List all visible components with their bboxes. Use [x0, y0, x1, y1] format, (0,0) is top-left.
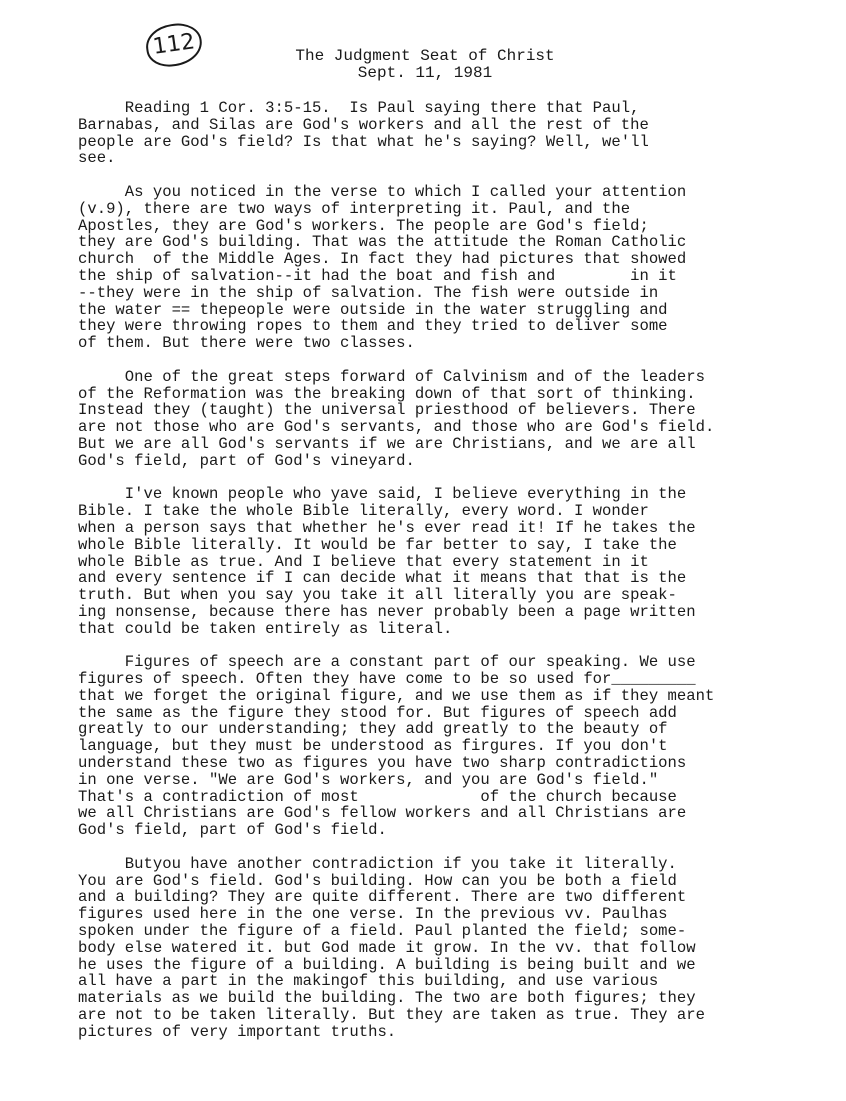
- text-line: Figures of speech are a constant part of our speaking. We use: [78, 653, 696, 672]
- text-line: of the Reformation was the breaking down of that sort of thinking.: [78, 384, 696, 403]
- text-line: (v.9), there are two ways of interpreting it. Paul, and the: [78, 199, 631, 218]
- text-line: the water == thepeople were outside in the water struggling and: [78, 300, 668, 319]
- text-line: As you noticed in the verse to which I called your attention: [78, 182, 687, 201]
- text-line: --they were in the ship of salvation. The fish were outside in: [78, 283, 659, 302]
- text-line: Apostles, they are God's workers. The people are God's field;: [78, 216, 649, 235]
- text-line: I've known people who yave said, I believe everything in the: [78, 485, 687, 504]
- handwritten-page-number: 112: [143, 20, 204, 69]
- text-line: Bible. I take the whole Bible literally, every word. I wonder: [78, 502, 649, 521]
- text-line: people are God's field? Is that what he's saying? Well, we'll: [78, 132, 649, 151]
- text-line: they are God's building. That was the attitude the Roman Catholic: [78, 233, 687, 252]
- text-line: when a person says that whether he's ever read it! If he takes the: [78, 518, 696, 537]
- text-line: and every sentence if I can decide what it means that that is the: [78, 569, 687, 588]
- text-line: he uses the figure of a building. A building is being built and we: [78, 955, 696, 974]
- text-line: body else watered it. but God made it grow. In the vv. that follow: [78, 938, 696, 957]
- text-line: and a building? They are quite different. There are two different: [78, 888, 687, 907]
- text-line: the ship of salvation--it had the boat and fish and in it: [78, 266, 677, 285]
- text-line: church of the Middle Ages. In fact they had pictures that showed: [78, 250, 687, 269]
- document-heading: [0, 48, 846, 82]
- text-line: that could be taken entirely as literal.: [78, 619, 453, 638]
- text-line: pictures of very important truths.: [78, 1022, 397, 1041]
- text-line: whole Bible as true. And I believe that every statement in it: [78, 552, 649, 571]
- document-title: The Judgment Seat of Christ: [295, 47, 555, 65]
- text-line: greatly to our understanding; they add greatly to the beauty of: [78, 720, 668, 739]
- text-line: all have a part in the makingof this building, and use various: [78, 972, 659, 991]
- text-line: Butyou have another contradiction if you take it literally.: [78, 854, 677, 873]
- text-line: Reading 1 Cor. 3:5-15. Is Paul saying there that Paul,: [78, 99, 640, 117]
- text-line: they were throwing ropes to them and they tried to deliver some: [78, 317, 668, 336]
- paragraph: [78, 654, 838, 839]
- paragraph: [78, 100, 838, 167]
- text-line: are not to be taken literally. But they are taken as true. They are: [78, 1006, 705, 1025]
- paragraph: [78, 184, 838, 352]
- text-line: understand these two as figures you have two sharp contradictions: [78, 754, 687, 773]
- document-date: Sept. 11, 1981: [357, 64, 493, 82]
- document-body: [78, 100, 838, 1057]
- text-line: Instead they (taught) the universal priesthood of believers. There: [78, 401, 696, 420]
- paragraph: [78, 486, 838, 637]
- text-line: God's field, part of God's vineyard.: [78, 451, 415, 470]
- text-line: whole Bible literally. It would be far better to say, I take the: [78, 535, 677, 554]
- text-line: ing nonsense, because there has never probably been a page written: [78, 602, 696, 621]
- text-line: That's a contradiction of most of the church because: [78, 787, 677, 806]
- paragraph: [78, 369, 838, 470]
- text-line: truth. But when you say you take it all literally you are speak-: [78, 586, 677, 605]
- text-line: the same as the figure they stood for. But figures of speech add: [78, 703, 677, 722]
- text-line: in one verse. "We are God's workers, and you are God's field.": [78, 770, 659, 789]
- paragraph: [78, 856, 838, 1041]
- text-line: You are God's field. God's building. How can you be both a field: [78, 871, 677, 890]
- text-line: Barnabas, and Silas are God's workers and all the rest of the: [78, 115, 649, 134]
- text-line: language, but they must be understood as firgures. If you don't: [78, 737, 668, 756]
- text-line: God's field, part of God's field.: [78, 821, 387, 840]
- text-line: But we are all God's servants if we are Christians, and we are all: [78, 434, 696, 453]
- text-line: spoken under the figure of a field. Paul planted the field; some-: [78, 922, 687, 941]
- text-line: figures used here in the one verse. In the previous vv. Paulhas: [78, 905, 668, 924]
- text-line: we all Christians are God's fellow workers and all Christians are: [78, 804, 687, 823]
- text-line: are not those who are God's servants, and those who are God's field.: [78, 418, 715, 437]
- text-line: of them. But there were two classes.: [78, 334, 415, 353]
- text-line: One of the great steps forward of Calvinism and of the leaders: [78, 367, 705, 386]
- text-line: materials as we build the building. The two are both figures; they: [78, 989, 696, 1008]
- text-line: figures of speech. Often they have come to be so used for_________: [78, 670, 696, 689]
- text-line: see.: [78, 149, 116, 168]
- text-line: that we forget the original figure, and we use them as if they meant: [78, 686, 715, 705]
